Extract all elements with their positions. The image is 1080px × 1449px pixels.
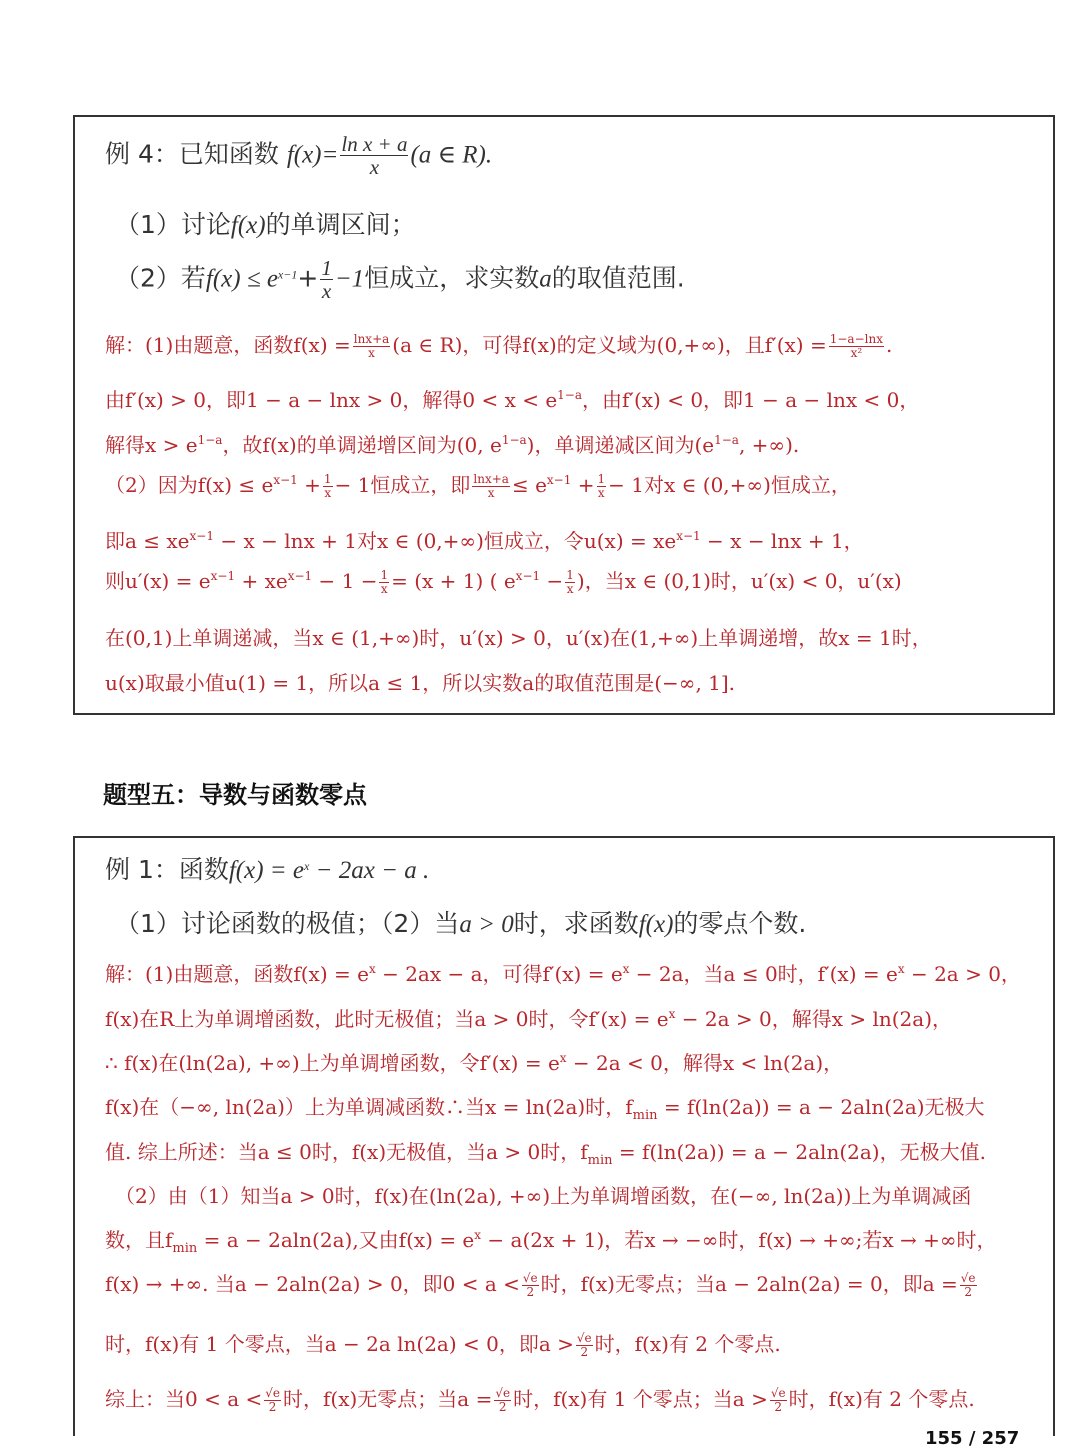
example-4-title: 例 4：已知函数 f(x)= $\frac{\text{ln x + a}}{x}$ (a ∈ R). [105,132,493,180]
solution-line-2: 由f′(x) > 0，即1 − a − lnx > 0，解得$0 < x < e^{1-a}$，由f′(x) < 0，即1 − a − lnx < 0， [105,388,920,412]
example-1-questions: （1）讨论函数的极值；（2）当a > 0时，求函数f(x)的零点个数. [115,909,807,938]
solution-line-6: 则$u'(x) = e^{x-1} + xe^{x-1} - 1$ − $\frac{1}{x}$ = (x + 1) ( $e^{x-1}$ − $\frac{1}{x}$ )，当x ∈ (0,1)时，u′(x) < 0，u′(x) [105,568,902,596]
solution-line-2: f(x)在R上为单调增函数，此时无极值；当a > 0时，令$f'(x) = e^x - 2a > 0$，解得x > ln(2a)， [105,1007,952,1031]
solution-line-4: （2）因为$f(x) \le e^{x-1}$ + $\frac{1}{x}$ − 1恒成立，即 $\frac{\ln x+a}{x}$ ≤ $e^{x-1}$ + $\frac{1}{x}$ − 1对x ∈ (0,+∞)恒成立， [105,472,851,500]
solution-line-3: ∴ f(x)在(ln(2a), +∞)上为单调增函数，令$f'(x) = e^x - 2a < 0$，解得x < ln(2a)， [105,1051,844,1075]
solution-line-4: f(x)在（−∞, ln(2a)）上为单调减函数∴当x = ln(2a)时，$f_{min} = f(\ln(2a)) = a - 2aln(2a)$无极大 [105,1095,985,1123]
example-1-box [73,836,1055,1436]
solution-line-8: u(x)取最小值u(1) = 1，所以a ≤ 1，所以实数a的取值范围是(−∞, 1]. [105,671,736,695]
example-4-fraction: $\frac{\text{ln x + a}}{x}$ [341,132,408,180]
solution-line-7: 在(0,1)上单调递减，当x ∈ (1,+∞)时，u′(x) > 0，u′(x)在(1,+∞)上单调递增，故x = 1时， [105,626,932,650]
solution-line-6: （2）由（1）知当a > 0时，f(x)在(ln(2a), +∞)上为单调增函数，在(−∞, ln(2a))上为单调减函 [115,1184,972,1208]
solution-line-3: 解得$x > e^{1-a}$，故f(x)的单调递增区间为(0, $e^{1-a}$)，单调递减区间为($e^{1-a}$, +∞). [105,433,800,457]
question-2: （2）若$f(x) \le e^{x-1}+$ $\frac{1}{x}$ −1恒成立，求实数a的取值范围. [115,256,685,304]
solution-line-1: 解：(1)由题意，函数$f(x) = e^x - 2ax - a$，可得$f'(x) = e^x - 2a$，当a ≤ 0时，$f'(x) = e^x - 2a > 0$， [105,962,1021,986]
example-1-title: 例 1：函数$f(x) = e^x - 2ax - a$ . [105,855,430,884]
solution-line-10: 综上：当0 < a < $\frac{√e}{2}$ 时，f(x)无零点；当a = $\frac{√e}{2}$ 时，f(x)有 1 个零点；当a > $\frac{√e}{2}$ 时，f(x)有 2 个零点. [105,1386,975,1414]
example-4-box [73,115,1055,715]
solution-line-1: 解：(1)由题意，函数f(x) = $\frac{\ln x+a}{x}$ (a ∈ R)，可得f(x)的定义域为(0,+∞)，且f′(x) = $\frac{1-a-\ln x}{\text{x²}}$ . [105,332,893,360]
question-1: （1）讨论f(x)的单调区间； [115,210,416,239]
page-number: 155 / 257 [925,1428,1020,1449]
solution-line-9: 时，f(x)有 1 个零点，当a − 2a ln(2a) < 0，即a > $\frac{√e}{2}$ 时，f(x)有 2 个零点. [105,1331,781,1359]
solution-line-5: 值. 综上所述：当a ≤ 0时，f(x)无极值，当a > 0时，$f_{min} = f(\ln(2a)) = a - 2aln(2a)$，无极大值. [105,1140,986,1168]
solution-line-5: 即$a \le xe^{x-1} - x - \ln x + 1$对x ∈ (0,+∞)恒成立，令$u(x) = xe^{x-1} - x - \ln x + 1$， [105,529,864,553]
section-heading: 题型五：导数与函数零点 [103,781,367,809]
solution-line-8: f(x) → +∞. 当a − 2aln(2a) > 0，即0 < a < $\frac{√e}{2}$ 时，f(x)无零点；当a − 2aln(2a) = 0，即a = $\frac{√e}{2}$ [105,1271,976,1299]
solution-line-7: 数，且$f_{min} = a - 2aln(2a)$,又由$f(x) = e^x - a(2x + 1)$，若x → −∞时，f(x) → +∞;若x → +∞时， [105,1228,997,1256]
